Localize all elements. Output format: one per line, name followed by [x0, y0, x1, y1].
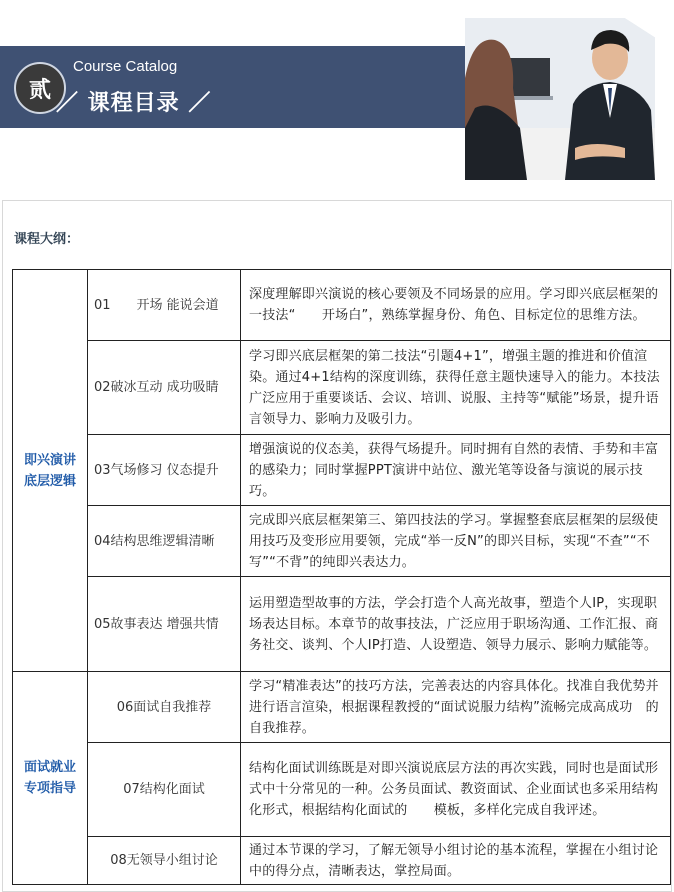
table-row [13, 743, 671, 837]
outline-label: 课程大纲： [14, 232, 80, 247]
section-title: 即兴演讲底层逻辑 [23, 452, 76, 489]
description-cell: 深度理解即兴演说的核心要领及不同场景的应用。学习即兴底层框架的 一技法“ 开场白”，熟练掌握身份、角色、目标定位的思维方法。 [241, 270, 671, 341]
description-cell: 通过本节课的学习，了解无领导小组讨论的基本流程，掌握在小组讨论中的得分点，清晰表达，掌控局面。 [241, 837, 671, 885]
header-title-english: Course Catalog [73, 58, 178, 75]
description-cell: 学习“精准表达”的技巧方法，完善表达的内容具体化。找准自我优势并进行语言渲染，根据课程教授的“面试说服力结构”流畅完成高成功 的自我推荐。 [241, 672, 671, 743]
section-cell [13, 270, 88, 672]
table-row [13, 270, 671, 341]
table-row [13, 672, 671, 743]
topic-cell: 04结构思维逻辑清晰 [88, 506, 241, 577]
table-row [13, 341, 671, 435]
table-row [13, 837, 671, 885]
header-title-chinese: ／ 课程目录 ／ [56, 91, 212, 116]
table-row [13, 506, 671, 577]
description-cell: 完成即兴底层框架第三、第四技法的学习。掌握整套底层框架的层级使用技巧及变形应用要领，完成“举一反N”的即兴目标，实现“不查”“不写”“不背”的纯即兴表达力。 [241, 506, 671, 577]
section-cell [13, 672, 88, 885]
business-meeting-photo [465, 18, 655, 180]
table-row [13, 577, 671, 672]
topic-cell: 01 开场 能说会道 [88, 270, 241, 341]
description-cell: 学习即兴底层框架的第二技法“引题4+1”，增强主题的推进和价值渲染。通过4+1结构的深度训练，获得任意主题快速导入的能力。本技法广泛应用于重要谈话、会议、培训、说服、主持等“赋能”场景，提升语言领导力、影响力及吸引力。 [241, 341, 671, 435]
topic-cell: 06面试自我推荐 [88, 672, 241, 743]
section-number-badge: 贰 [14, 62, 66, 114]
topic-cell: 03气场修习 仪态提升 [88, 435, 241, 506]
description-cell: 结构化面试训练既是对即兴演说底层方法的再次实践，同时也是面试形式中十分常见的一种。公务员面试、教资面试、企业面试也多采用结构化形式，根据结构化面试的 模板，多样化完成自我评述。 [241, 743, 671, 837]
section-title: 面试就业专项指导 [23, 760, 76, 796]
table-row [13, 435, 671, 506]
topic-cell: 05故事表达 增强共情 [88, 577, 241, 672]
topic-cell: 08无领导小组讨论 [88, 837, 241, 885]
description-cell: 增强演说的仪态美，获得气场提升。同时拥有自然的表情、手势和丰富的感染力；同时掌握PPT演讲中站位、激光笔等设备与演说的展示技巧。 [241, 435, 671, 506]
description-cell: 运用塑造型故事的方法，学会打造个人高光故事，塑造个人IP，实现职场表达目标。本章节的故事技法，广泛应用于职场沟通、工作汇报、商务社交、谈判、个人IP打造、人设塑造、领导力展示、影响力赋能等。 [241, 577, 671, 672]
topic-cell: 02破冰互动 成功吸睛 [88, 341, 241, 435]
topic-cell: 07结构化面试 [88, 743, 241, 837]
course-outline-table [12, 269, 671, 885]
